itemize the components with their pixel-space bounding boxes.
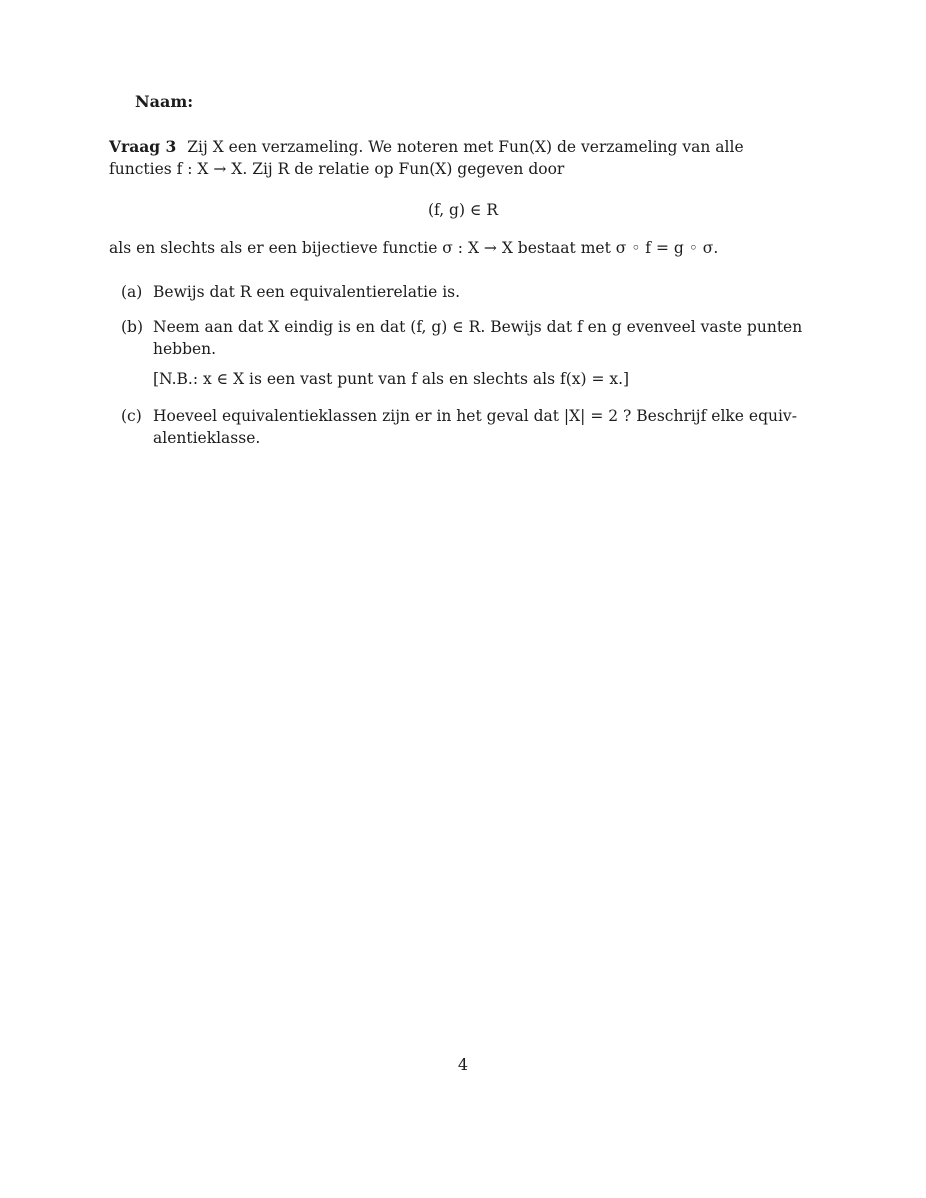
part-b: [121, 316, 811, 360]
name-label: Naam:: [135, 92, 194, 111]
display-math: (f, g) ∈ R: [427, 201, 499, 219]
part-a-label: (a): [121, 283, 143, 301]
question-intro: [109, 136, 809, 180]
part-c-label: (c): [121, 407, 142, 425]
part-b-text: Neem aan dat X eindig is en dat (f, g) ∈ R. Bewijs dat f en g evenveel vaste punten hebben.: [153, 318, 803, 358]
part-b-label: (b): [121, 318, 144, 336]
part-a-text: Bewijs dat R een equivalentierelatie is.: [153, 283, 461, 301]
part-c-text: Hoeveel equivalentieklassen zijn er in het geval dat |X| = 2 ? Beschrijf elke equiv-alentieklasse.: [153, 407, 797, 447]
part-b-note: [N.B.: x ∈ X is een vast punt van f als en slechts als f(x) = x.]: [153, 370, 630, 388]
part-a: [121, 281, 811, 303]
question-condition: als en slechts als er een bijectieve functie σ : X → X bestaat met σ ◦ f = g ◦ σ.: [109, 239, 719, 257]
question-text: Zij X een verzameling. We noteren met Fun(X) de verzameling van alle functies f : X → X. Zij R de relatie op Fun(X) gegeven door: [109, 138, 744, 178]
question-title: Vraag 3: [109, 137, 177, 156]
page-number: 4: [457, 1055, 469, 1074]
part-c: [121, 405, 811, 449]
